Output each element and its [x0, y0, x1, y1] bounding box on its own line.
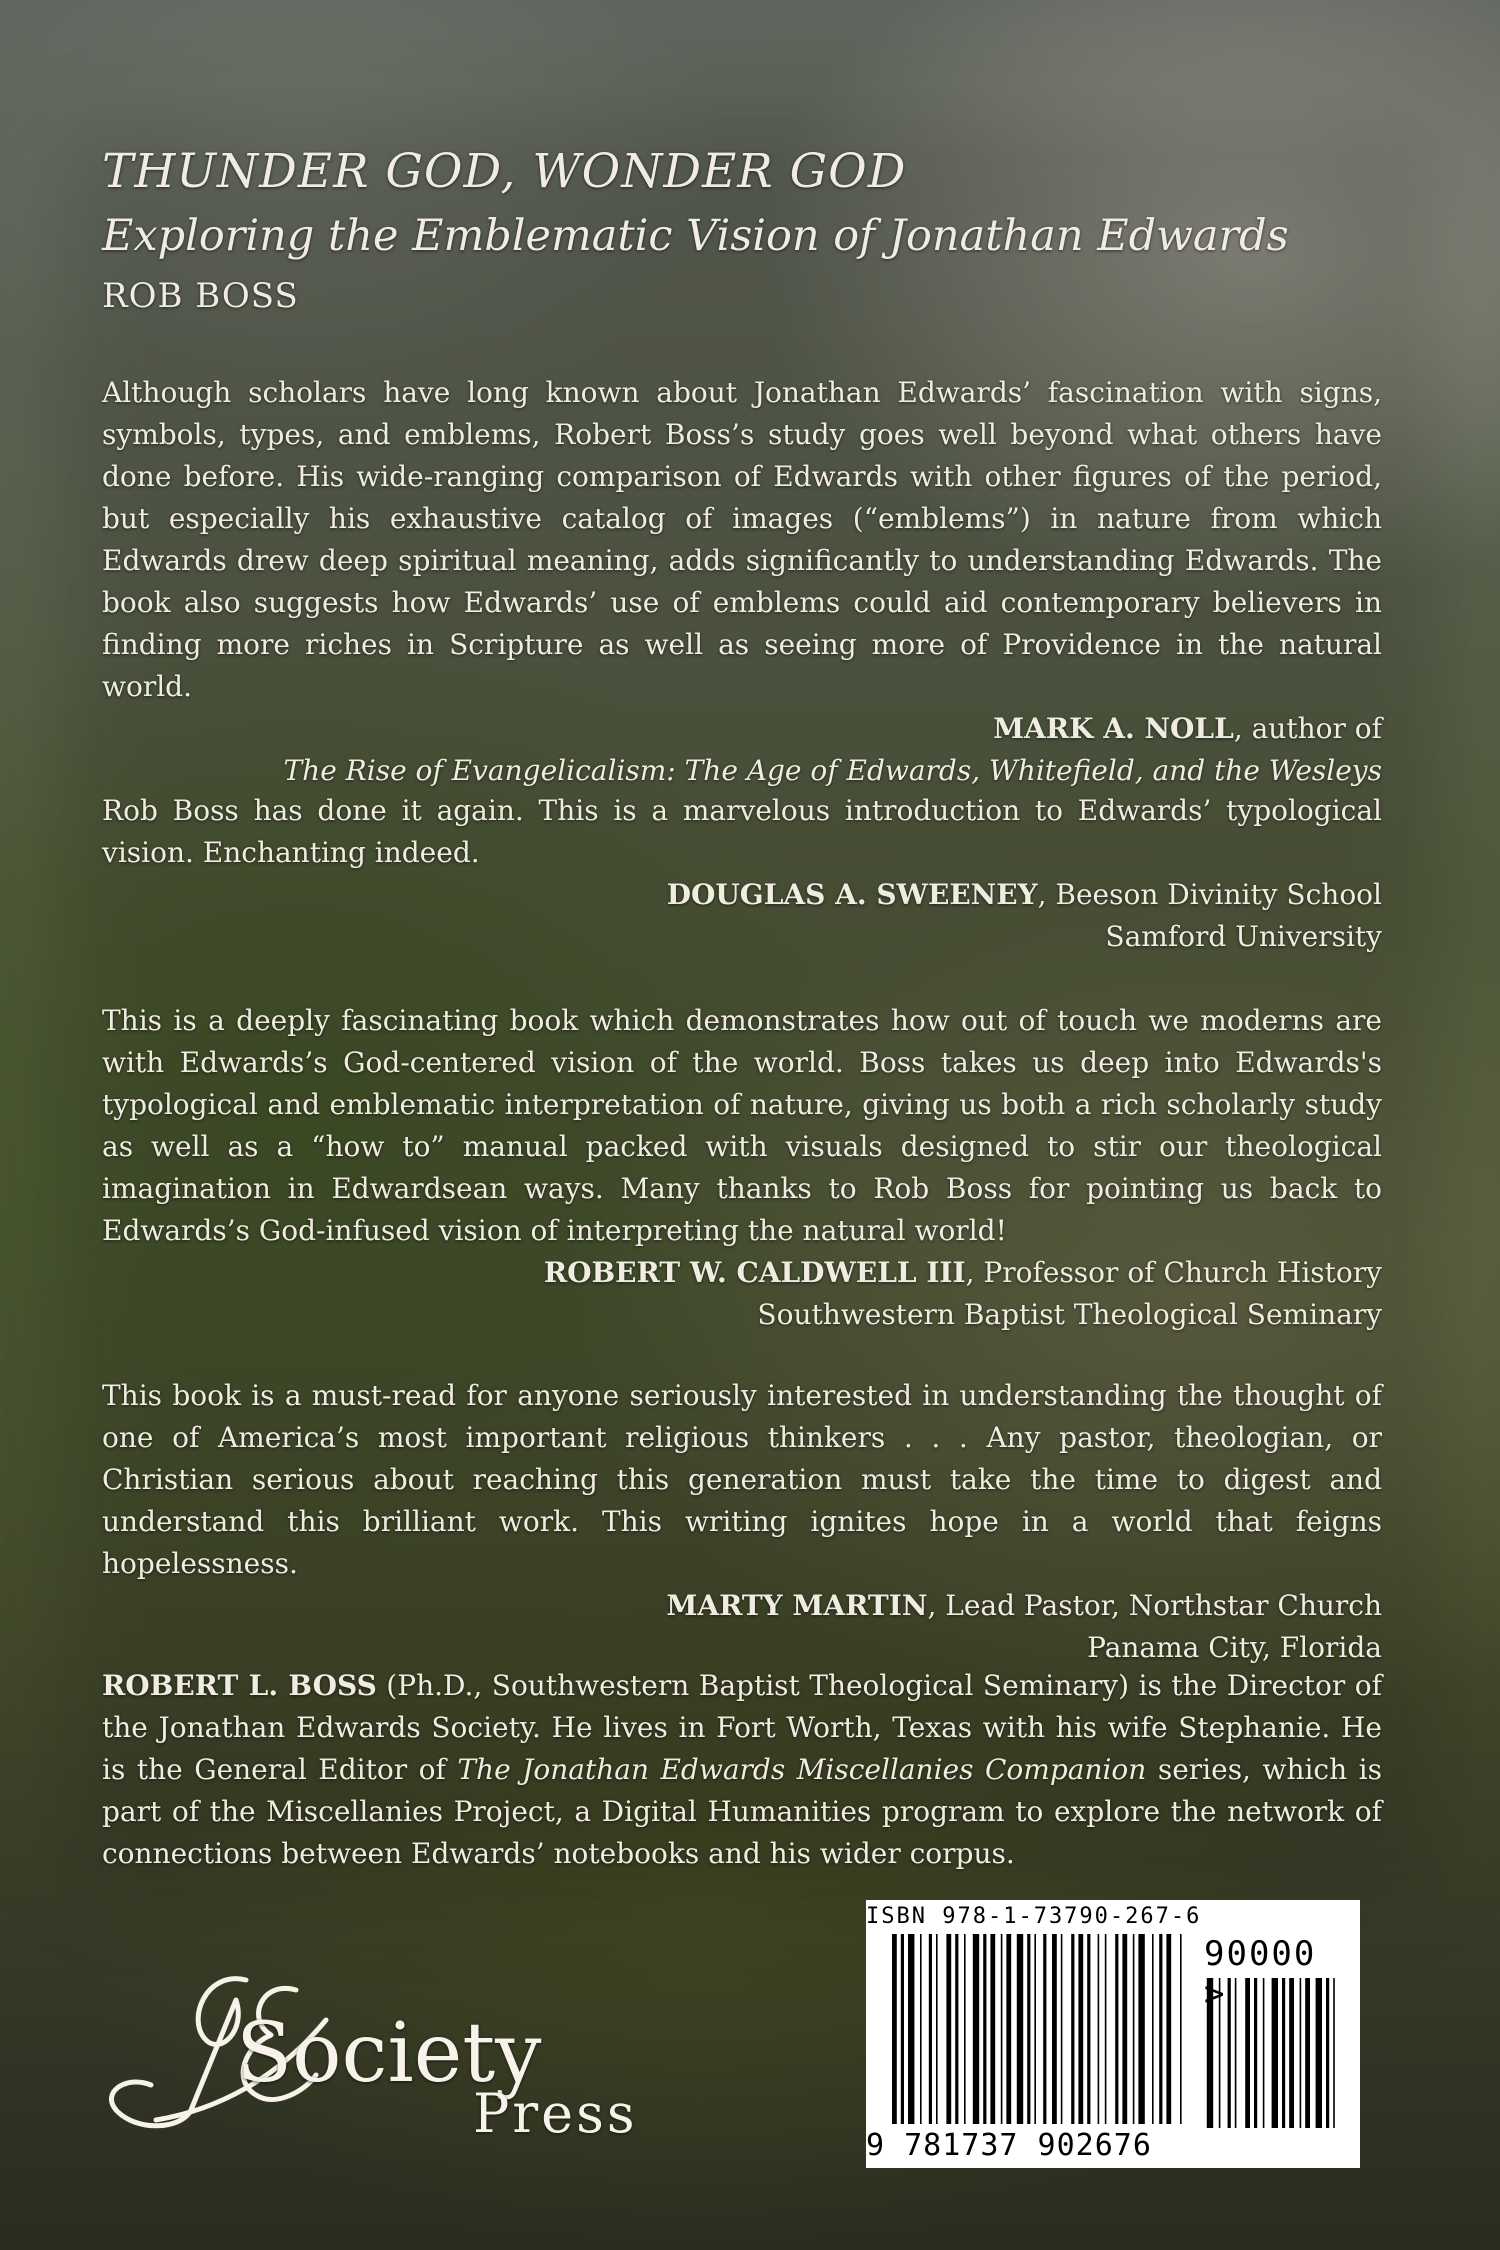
bio-series: The Jonathan Edwards Miscellanies Companion: [457, 1753, 1147, 1786]
endorser-role: , Professor of Church History: [965, 1256, 1382, 1289]
barcode-bar: [1166, 1934, 1171, 2124]
endorser-name: MARTY MARTIN: [666, 1589, 928, 1622]
isbn-barcode: [866, 1900, 1360, 2168]
barcode-bar: [929, 1934, 932, 2124]
barcode-bar: [920, 1934, 922, 2124]
endorser-work: The Rise of Evangelicalism: The Age of Edwards, Whitefield, and the Wesleys: [283, 754, 1382, 787]
barcode-bar: [1180, 1934, 1182, 2124]
blurb-affiliation: Panama City, Florida: [1087, 1631, 1382, 1664]
bio-name: ROBERT L. BOSS: [102, 1669, 377, 1702]
book-subtitle: Exploring the Emblematic Vision of Jonathan Edwards: [102, 211, 1289, 261]
barcode-bar: [1052, 1934, 1057, 2124]
blurb-text: This book is a must-read for anyone seriously interested in understanding the thought of one of America’s most important religious thinkers . . . Any pastor, theologian, or Christian serious about reaching this generation must take the time to digest and understand this brilliant work. This writing ignites hope in a world that feigns hopelessness.: [102, 1379, 1382, 1580]
barcode-bar: [1115, 1934, 1118, 2124]
barcode-bar: [1071, 1934, 1074, 2124]
barcode-bar: [1043, 1934, 1046, 2124]
barcode-digits: 9 781737 902676: [866, 2128, 1152, 2163]
barcode-bar: [892, 1934, 897, 2124]
barcode-bar: [1027, 1934, 1030, 2124]
blurb-affiliation: Southwestern Baptist Theological Seminary: [757, 1298, 1382, 1331]
isbn-label: ISBN 978-1-73790-267-6: [866, 1904, 1202, 1929]
book-author: ROB BOSS: [102, 276, 299, 316]
barcode-bar: [955, 1934, 958, 2124]
barcode-bar: [1138, 1934, 1144, 2124]
publisher-name-society: Society: [236, 2006, 542, 2101]
barcode-bar: [1087, 1934, 1090, 2124]
barcode-bar: [1122, 1934, 1127, 2124]
barcode-bar: [1098, 1934, 1100, 2124]
blurb-martin: [102, 1375, 1382, 1669]
bio-text-b: series, which is part of the Miscellanies Project, a Digital Humanities program to explore the network of connections between Edwards’ notebooks and his wider corpus.: [102, 1753, 1382, 1870]
blurb-noll: [102, 372, 1382, 792]
blurb-attribution: [102, 874, 1382, 916]
bio-text-a: (Ph.D., Southwestern Baptist Theological Seminary) is the Director of the Jonathan Edwards Society. He lives in Fort Worth, Texas with his wife Stephanie. He is the General Editor of: [102, 1669, 1382, 1786]
blurb-attribution: [102, 1252, 1382, 1294]
blurb-text: This is a deeply fascinating book which demonstrates how out of touch we moderns are with Edwards’s God-centered vision of the world. Boss takes us deep into Edwards's typological and emblematic interpretation of nature, giving us both a rich scholarly study as well as a “how to” manual packed with visuals designed to stir our theological imagination in Edwardsean ways. Many thanks to Rob Boss for pointing us back to Edwards’s God-infused vision of interpreting the natural world!: [102, 1004, 1382, 1247]
endorser-role: , Beeson Divinity School: [1037, 878, 1382, 911]
publisher-name-press: Press: [473, 2082, 638, 2145]
barcode-bar: [908, 1934, 914, 2124]
barcode-bar: [1061, 1934, 1063, 2124]
barcode-bar: [1034, 1934, 1036, 2124]
blurb-work-line: [102, 750, 1382, 792]
barcode-addon-digits: 90000 >: [1204, 1934, 1317, 2014]
bio-paragraph: [102, 1665, 1382, 1875]
barcode-bar: [1133, 1934, 1135, 2124]
barcode-bar: [1001, 1934, 1003, 2124]
barcode-bar: [964, 1934, 966, 2124]
endorser-name: ROBERT W. CALDWELL III: [543, 1256, 966, 1289]
barcode-bar: [1159, 1934, 1162, 2124]
blurb-text: Although scholars have long known about Jonathan Edwards’ fascination with signs, symbols, types, and emblems, Robert Boss’s study goes well beyond what others have done before. His wide-ranging comparison of Edwards with other figures of the period, but especially his exhaustive catalog of images (“emblems”) in nature from which Edwards drew deep spiritual meaning, adds significantly to understanding Edwards. The book also suggests how Edwards’ use of emblems could aid contemporary believers in finding more riches in Scripture as well as seeing more of Providence in the natural world.: [102, 376, 1382, 703]
blurb-attribution: [102, 708, 1382, 750]
barcode-bar: [973, 1934, 979, 2124]
barcode-bar: [983, 1934, 986, 2124]
blurb-sweeney: [102, 790, 1382, 958]
barcode-bar: [1078, 1934, 1083, 2124]
barcode-bar: [990, 1934, 995, 2124]
barcode-bar: [901, 1934, 904, 2124]
endorser-name: MARK A. NOLL: [993, 712, 1234, 745]
barcode-bar: [1152, 1934, 1154, 2124]
blurb-affiliation: Samford University: [1105, 920, 1382, 953]
barcode-bar: [1006, 1934, 1011, 2124]
author-bio: [102, 1665, 1382, 1875]
endorser-role: , Lead Pastor, Northstar Church: [927, 1589, 1382, 1622]
barcode-bar: [936, 1934, 938, 2124]
title-block: [102, 140, 1382, 324]
blurb-text: Rob Boss has done it again. This is a marvelous introduction to Edwards’ typological vision. Enchanting indeed.: [102, 794, 1382, 869]
endorser-name: DOUGLAS A. SWEENEY: [666, 878, 1038, 911]
book-title: THUNDER GOD, WONDER GOD: [102, 144, 907, 199]
barcode-bar: [1017, 1934, 1023, 2124]
barcode-bar: [946, 1934, 951, 2124]
endorser-role: , author of: [1233, 712, 1382, 745]
barcode-bar: [1105, 1934, 1107, 2124]
blurb-attribution: [102, 1585, 1382, 1627]
blurb-caldwell: [102, 1000, 1382, 1336]
